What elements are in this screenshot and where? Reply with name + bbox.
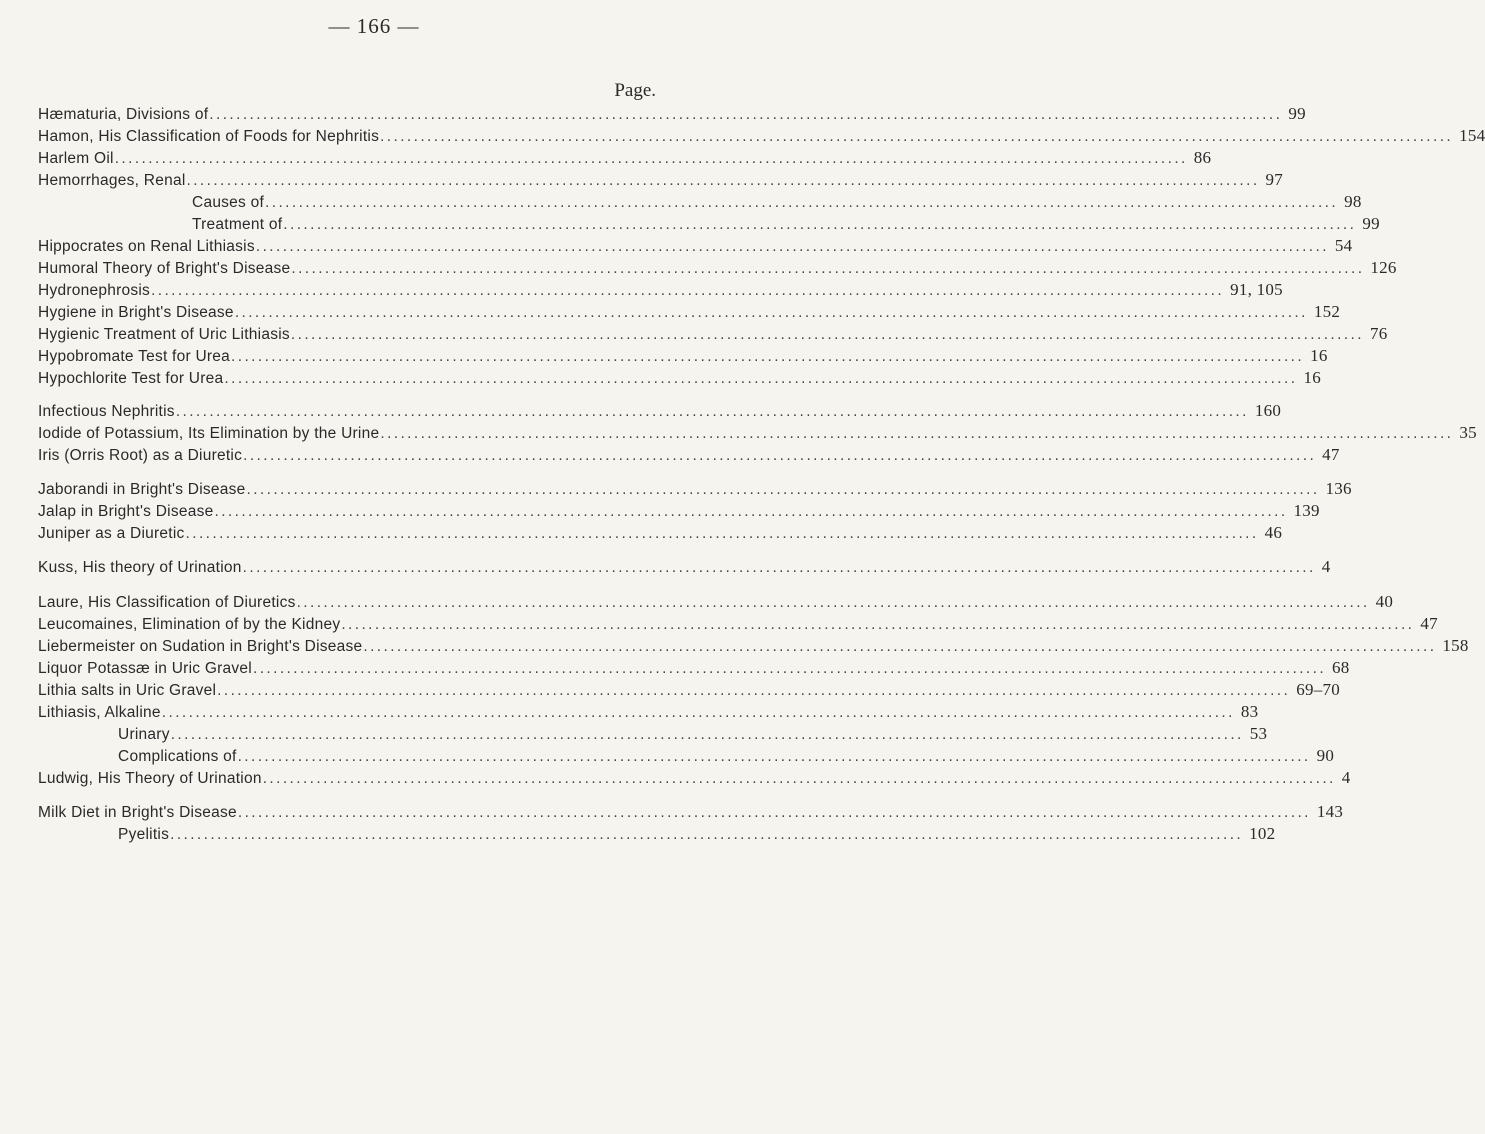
entry-page: 68	[1332, 658, 1350, 677]
index-entry	[38, 501, 1320, 523]
entry-page: 40	[1375, 592, 1394, 611]
entry-label: Kuss, His theory of Urination	[38, 559, 242, 576]
leader-dots: ................................................................................................................................................................	[246, 481, 1320, 498]
index-entry	[38, 702, 1259, 724]
entry-page: 35	[1459, 423, 1477, 442]
entry-label: Milk Diet in Bright's Disease	[38, 804, 237, 821]
entry-page: 152	[1313, 302, 1341, 321]
entry-page: 136	[1325, 479, 1352, 498]
index-entry	[38, 680, 1340, 702]
entry-page: 99	[1362, 214, 1380, 233]
entry-label: Harlem Oil	[38, 150, 114, 167]
index-entry	[38, 557, 1331, 579]
index-entry	[38, 636, 1469, 658]
entry-page: 4	[1341, 768, 1351, 787]
leader-dots: ................................................................................................................................................................	[237, 748, 1311, 765]
entry-page: 4	[1321, 557, 1331, 576]
entry-page: 69–70	[1296, 680, 1340, 699]
index-entry	[38, 368, 1321, 390]
entry-page: 154	[1459, 126, 1485, 145]
entry-page: 46	[1264, 523, 1283, 542]
index-entry	[38, 614, 1438, 636]
index-entry	[192, 192, 1362, 214]
entry-page: 102	[1249, 824, 1276, 843]
leader-dots: ................................................................................................................................................................	[242, 559, 1316, 576]
leader-dots: ................................................................................................................................................................	[290, 326, 1364, 343]
entry-page: 47	[1322, 445, 1340, 464]
entry-label: Laure, His Classification of Diuretics	[38, 594, 296, 611]
leader-dots: ................................................................................................................................................................	[341, 616, 1415, 633]
entry-label: Iris (Orris Root) as a Diuretic	[38, 447, 243, 464]
index-entry	[38, 523, 1283, 545]
page-column-heading: Page.	[614, 80, 656, 101]
entry-label: Jalap in Bright's Disease	[38, 503, 214, 520]
leader-dots: ................................................................................................................................................................	[209, 106, 1283, 123]
page-number: — 166 —	[328, 14, 420, 38]
entry-label: Humoral Theory of Bright's Disease	[38, 260, 291, 277]
entry-page: 83	[1240, 702, 1259, 721]
index-entry	[38, 658, 1350, 680]
entry-label: Hemorrhages, Renal	[38, 172, 186, 189]
entry-page: 126	[1370, 258, 1397, 277]
leader-dots: ................................................................................................................................................................	[265, 194, 1339, 211]
entry-label: Urinary	[118, 726, 170, 743]
leader-dots: ................................................................................................................................................................	[186, 172, 1260, 189]
entry-page: 53	[1249, 724, 1268, 743]
entry-page: 91, 105	[1230, 280, 1283, 299]
leader-dots: ................................................................................................................................................................	[255, 238, 1329, 255]
index-entry	[38, 302, 1341, 324]
index-entry	[38, 768, 1351, 790]
leader-dots: ................................................................................................................................................................	[214, 503, 1288, 520]
index-entry	[38, 346, 1328, 368]
leader-dots: ................................................................................................................................................................	[291, 260, 1365, 277]
leader-dots: ................................................................................................................................................................	[161, 704, 1235, 721]
index-entry	[38, 126, 1485, 148]
leader-dots: ................................................................................................................................................................	[380, 425, 1454, 442]
entry-label: Lithiasis, Alkaline	[38, 704, 161, 721]
entry-page: 47	[1420, 614, 1438, 633]
entry-label: Hæmaturia, Divisions of	[38, 106, 209, 123]
leader-dots: ................................................................................................................................................................	[185, 525, 1259, 542]
entry-label: Hamon, His Classification of Foods for Nephritis	[38, 128, 380, 145]
entry-page: 158	[1442, 636, 1469, 655]
index-entry	[38, 802, 1344, 824]
entry-page: 97	[1265, 170, 1284, 189]
entry-label: Complications of	[118, 748, 237, 765]
leader-dots: ................................................................................................................................................................	[380, 128, 1454, 145]
leader-dots: ................................................................................................................................................................	[237, 804, 1311, 821]
leader-dots: ................................................................................................................................................................	[283, 216, 1357, 233]
index-entry	[38, 280, 1283, 302]
entry-label: Ludwig, His Theory of Urination	[38, 770, 262, 787]
entry-page: 98	[1344, 192, 1362, 211]
entry-page: 86	[1193, 148, 1212, 167]
index-entry	[118, 824, 1276, 846]
index-entry	[38, 445, 1340, 467]
entry-page: 16	[1310, 346, 1328, 365]
leader-dots: ................................................................................................................................................................	[243, 447, 1317, 464]
leader-dots: ................................................................................................................................................................	[231, 348, 1305, 365]
entry-label: Hydronephrosis	[38, 282, 151, 299]
leader-dots: ................................................................................................................................................................	[296, 594, 1370, 611]
index-entry	[38, 479, 1352, 501]
entry-page: 16	[1303, 368, 1321, 387]
leader-dots: ................................................................................................................................................................	[114, 150, 1188, 167]
leader-dots: ................................................................................................................................................................	[151, 282, 1225, 299]
entry-label: Lithia salts in Uric Gravel	[38, 682, 217, 699]
entry-page: 76	[1369, 324, 1388, 343]
index-entry	[192, 214, 1380, 236]
leader-dots: ................................................................................................................................................................	[217, 682, 1291, 699]
leader-dots: ................................................................................................................................................................	[234, 304, 1308, 321]
index-entry	[38, 148, 1212, 170]
index-entry	[38, 104, 1306, 126]
entry-label: Iodide of Potassium, Its Elimination by the Urine	[38, 425, 380, 442]
entry-label: Infectious Nephritis	[38, 403, 175, 420]
leader-dots: ................................................................................................................................................................	[175, 403, 1249, 420]
entry-label: Jaborandi in Bright's Disease	[38, 481, 246, 498]
index-entry	[38, 258, 1397, 280]
index-entry	[38, 324, 1388, 346]
entry-label: Pyelitis	[118, 826, 170, 843]
entry-label: Hippocrates on Renal Lithiasis	[38, 238, 255, 255]
leader-dots: ................................................................................................................................................................	[262, 770, 1336, 787]
entry-label: Juniper as a Diuretic	[38, 525, 185, 542]
index-entry	[38, 592, 1394, 614]
entry-label: Treatment of	[192, 216, 283, 233]
index-entry	[118, 746, 1335, 768]
index-entry	[38, 401, 1282, 423]
index-entry	[118, 724, 1268, 746]
entry-page: 160	[1254, 401, 1282, 420]
entry-label: Hygiene in Bright's Disease	[38, 304, 234, 321]
entry-page: 90	[1316, 746, 1335, 765]
leader-dots: ................................................................................................................................................................	[224, 370, 1298, 387]
index-entry	[38, 170, 1284, 192]
entry-label: Liebermeister on Sudation in Bright's Disease	[38, 638, 363, 655]
entry-label: Hypobromate Test for Urea	[38, 348, 231, 365]
leader-dots: ................................................................................................................................................................	[253, 660, 1327, 677]
leader-dots: ................................................................................................................................................................	[170, 726, 1244, 743]
entry-label: Leucomaines, Elimination of by the Kidney	[38, 616, 341, 633]
index-entry	[38, 236, 1353, 258]
index-entry	[38, 423, 1477, 445]
entry-page: 143	[1316, 802, 1344, 821]
entry-page: 99	[1288, 104, 1306, 123]
entry-label: Hygienic Treatment of Uric Lithiasis	[38, 326, 290, 343]
entry-page: 54	[1334, 236, 1353, 255]
entry-label: Hypochlorite Test for Urea	[38, 370, 224, 387]
entry-label: Causes of	[192, 194, 265, 211]
entry-label: Liquor Potassæ in Uric Gravel	[38, 660, 252, 677]
leader-dots: ................................................................................................................................................................	[170, 826, 1244, 843]
entry-page: 139	[1293, 501, 1320, 520]
leader-dots: ................................................................................................................................................................	[363, 638, 1437, 655]
